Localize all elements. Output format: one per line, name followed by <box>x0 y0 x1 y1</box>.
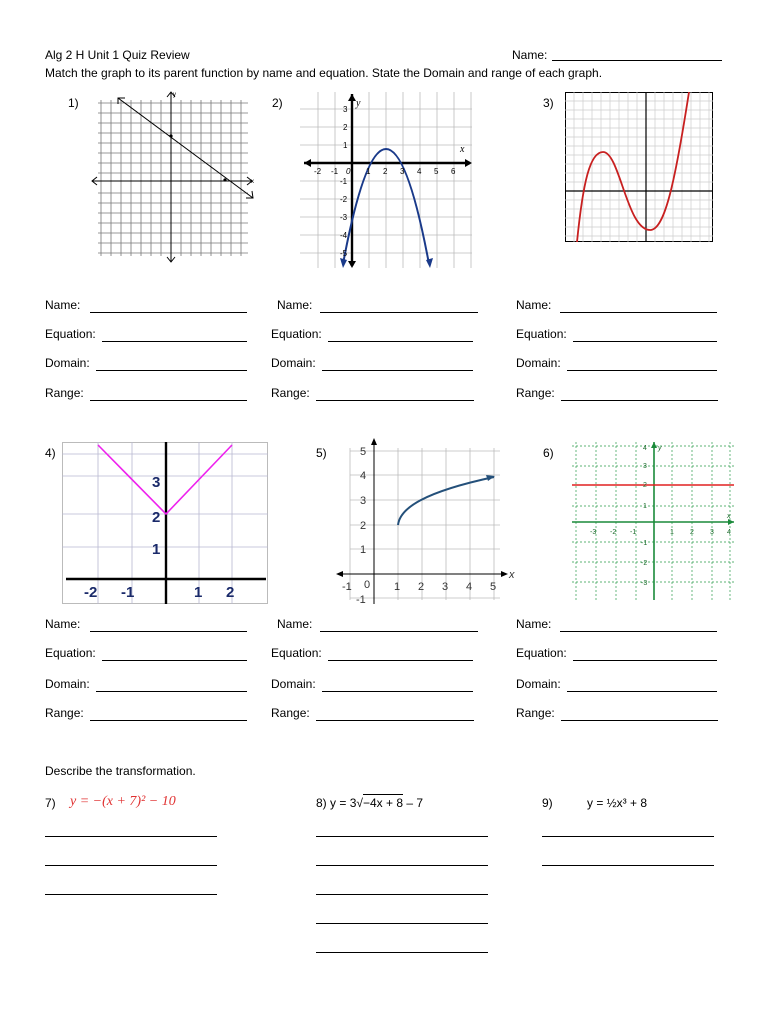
range-label: Range: <box>45 386 84 400</box>
graph-6-constant <box>572 442 734 600</box>
tick-label: -1 <box>641 540 648 547</box>
tick-label: 1 <box>643 503 647 510</box>
name-line[interactable] <box>90 312 247 313</box>
tick-label: 2 <box>418 581 425 593</box>
name-label: Name: <box>277 617 313 631</box>
tick-label: 2 <box>690 529 694 536</box>
graph-5-square-root <box>334 438 518 608</box>
problem-number: 8) <box>316 796 327 810</box>
tick-label: 3 <box>643 463 647 470</box>
tick-label: -5 <box>340 249 348 258</box>
svg-text:y: y <box>173 92 176 98</box>
answer-line[interactable] <box>45 836 217 837</box>
equation-suffix: – 7 <box>403 796 424 810</box>
tick-label: -1 <box>340 177 348 186</box>
name-line[interactable] <box>560 312 717 313</box>
name-label: Name: <box>516 298 552 312</box>
tick-label: 2 <box>226 584 235 601</box>
tick-label: 3 <box>360 495 367 507</box>
tick-label: 1 <box>366 167 371 176</box>
range-line[interactable] <box>561 720 718 721</box>
domain-line[interactable] <box>96 691 247 692</box>
domain-line[interactable] <box>322 691 473 692</box>
tick-label: 2 <box>360 520 367 532</box>
equation-prefix: y = 3 <box>330 796 357 810</box>
answer-line[interactable] <box>45 894 217 895</box>
name-label: Name: <box>45 298 81 312</box>
equation-line[interactable] <box>328 660 473 661</box>
answer-line[interactable] <box>45 865 217 866</box>
tick-label: -1 <box>331 167 339 176</box>
range-label: Range: <box>271 706 310 720</box>
tick-label: 3 <box>400 167 405 176</box>
name-label: Name: <box>516 617 552 631</box>
problem-number: 3) <box>543 96 554 110</box>
student-name-label: Name: <box>512 48 548 62</box>
answer-line[interactable] <box>542 836 714 837</box>
tick-label: 2 <box>383 167 388 176</box>
svg-text:x: x <box>251 179 254 185</box>
domain-label: Domain: <box>271 677 316 691</box>
tick-label: 3 <box>442 581 449 593</box>
equation-9: y = ½x³ + 8 <box>587 796 648 810</box>
equation-label: Equation: <box>45 646 96 660</box>
tick-label: 6 <box>451 167 456 176</box>
graph-4-absolute-value <box>62 442 268 604</box>
tick-label: 1 <box>343 141 348 150</box>
tick-label: 5 <box>490 581 497 593</box>
tick-label: 1 <box>360 544 367 556</box>
problem-number: 9) <box>542 796 553 810</box>
equation-line[interactable] <box>573 341 717 342</box>
axis-label: y <box>356 98 361 109</box>
tick-label: 2 <box>152 509 161 526</box>
range-line[interactable] <box>90 720 247 721</box>
domain-line[interactable] <box>567 691 717 692</box>
answer-line[interactable] <box>316 923 488 924</box>
tick-label: 3 <box>152 474 161 491</box>
range-line[interactable] <box>561 400 718 401</box>
answer-line[interactable] <box>316 894 488 895</box>
equation-line[interactable] <box>573 660 717 661</box>
domain-label: Domain: <box>45 356 90 370</box>
equation-label: Equation: <box>45 327 96 341</box>
range-line[interactable] <box>90 400 247 401</box>
domain-line[interactable] <box>322 370 473 371</box>
tick-label: -2 <box>314 167 322 176</box>
tick-label: 2 <box>643 482 647 489</box>
tick-label: -1 <box>356 594 366 606</box>
tick-label: -2 <box>84 584 98 601</box>
domain-line[interactable] <box>567 370 717 371</box>
graph-2-parabola <box>300 92 478 268</box>
range-label: Range: <box>516 386 555 400</box>
equation-label: Equation: <box>516 646 567 660</box>
transformation-heading: Describe the transformation. <box>45 764 196 778</box>
domain-label: Domain: <box>271 356 316 370</box>
problem-number: 2) <box>272 96 283 110</box>
tick-label: 5 <box>434 167 439 176</box>
equation-label: Equation: <box>516 327 567 341</box>
problem-number: 6) <box>543 446 554 460</box>
domain-label: Domain: <box>45 677 90 691</box>
tick-label: -4 <box>340 231 348 240</box>
tick-label: 4 <box>417 167 422 176</box>
name-line[interactable] <box>90 631 247 632</box>
tick-label: -2 <box>340 195 348 204</box>
tick-label: -3 <box>641 580 648 587</box>
tick-label: 4 <box>466 581 473 593</box>
tick-label: -3 <box>340 213 348 222</box>
equation-7: y = −(x + 7)² − 10 <box>70 794 176 809</box>
name-label: Name: <box>45 617 81 631</box>
graph-1-linear <box>88 88 260 266</box>
name-line[interactable] <box>560 631 717 632</box>
equation-8 <box>316 796 423 810</box>
domain-label: Domain: <box>516 677 561 691</box>
problem-number: 5) <box>316 446 327 460</box>
tick-label: 2 <box>343 123 348 132</box>
equation-label: Equation: <box>271 646 322 660</box>
name-line[interactable] <box>320 312 478 313</box>
graph-3-cubic <box>565 92 713 242</box>
tick-label: -2 <box>641 560 648 567</box>
tick-label: -1 <box>121 584 135 601</box>
tick-label: -2 <box>610 529 617 536</box>
domain-line[interactable] <box>96 370 247 371</box>
range-line[interactable] <box>316 400 474 401</box>
name-line[interactable] <box>320 631 478 632</box>
tick-label: 0 <box>364 579 371 591</box>
tick-label: 1 <box>152 541 161 558</box>
name-label: Name: <box>277 298 313 312</box>
tick-label: 1 <box>194 584 203 601</box>
equation-line[interactable] <box>102 660 247 661</box>
domain-label: Domain: <box>516 356 561 370</box>
answer-line[interactable] <box>316 952 488 953</box>
worksheet-title: Alg 2 H Unit 1 Quiz Review <box>45 48 190 62</box>
axis-label: y <box>658 445 662 452</box>
tick-label: -3 <box>590 529 597 536</box>
range-label: Range: <box>516 706 555 720</box>
range-line[interactable] <box>316 720 474 721</box>
equation-line[interactable] <box>328 341 473 342</box>
equation-label: Equation: <box>271 327 322 341</box>
tick-label: -1 <box>342 581 352 593</box>
axis-label: x <box>509 569 515 581</box>
answer-line[interactable] <box>316 865 488 866</box>
range-label: Range: <box>271 386 310 400</box>
tick-label: 1 <box>394 581 401 593</box>
problem-number: 1) <box>68 96 79 110</box>
sqrt-icon: √ <box>356 796 363 810</box>
tick-label: 4 <box>643 445 647 452</box>
tick-label: 3 <box>710 529 714 536</box>
tick-label: 0 <box>346 167 351 176</box>
instructions: Match the graph to its parent function by name and equation. State the Domain and range of each graph. <box>45 66 603 80</box>
tick-label: 3 <box>343 105 348 114</box>
axis-label: x <box>727 513 731 520</box>
answer-line[interactable] <box>542 865 714 866</box>
answer-line[interactable] <box>316 836 488 837</box>
student-name-line[interactable] <box>552 60 722 61</box>
tick-label: 1 <box>670 529 674 536</box>
equation-line[interactable] <box>102 341 247 342</box>
radicand: −4x + 8 <box>362 796 403 810</box>
problem-number: 7) <box>45 796 56 810</box>
axis-label: x <box>460 144 465 155</box>
tick-label: -1 <box>630 529 637 536</box>
tick-label: 4 <box>727 529 731 536</box>
tick-label: 5 <box>360 446 367 458</box>
problem-number: 4) <box>45 446 56 460</box>
range-label: Range: <box>45 706 84 720</box>
tick-label: 4 <box>360 470 367 482</box>
